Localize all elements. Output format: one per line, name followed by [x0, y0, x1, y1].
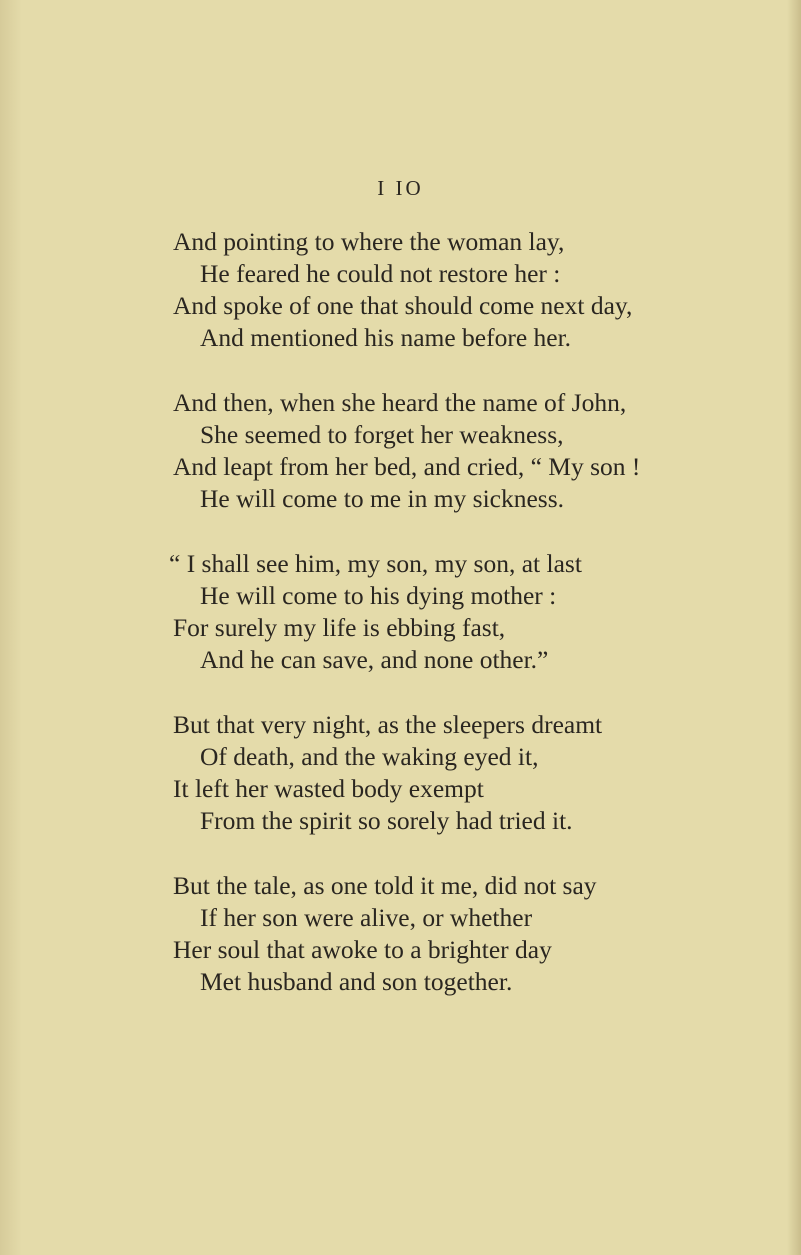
poem-line: And spoke of one that should come next day, [173, 291, 633, 320]
poem-line: And then, when she heard the name of John, [173, 388, 627, 417]
poem-line: He will come to me in my sickness. [200, 484, 565, 513]
stanza-2 [173, 387, 773, 515]
poem-line: And he can save, and none other.” [200, 645, 549, 674]
poem-line: It left her wasted body exempt [173, 774, 484, 803]
poem-line: And mentioned his name before her. [200, 323, 572, 352]
poem-line: But the tale, as one told it me, did not say [173, 871, 597, 900]
poem-line: If her son were alive, or whether [200, 903, 533, 932]
poem-line: And pointing to where the woman lay, [173, 227, 565, 256]
poem-line: But that very night, as the sleepers dreamt [173, 710, 603, 739]
poem-line: For surely my life is ebbing fast, [173, 613, 506, 642]
stanza-4 [173, 709, 773, 837]
poem-line: Her soul that awoke to a brighter day [173, 935, 552, 964]
poem-line: From the spirit so sorely had tried it. [200, 806, 573, 835]
poem-line: And leapt from her bed, and cried, “ My son ! [173, 452, 641, 481]
poem-line: He will come to his dying mother : [200, 581, 557, 610]
poem-line: Of death, and the waking eyed it, [200, 742, 539, 771]
page-number: I IO [377, 176, 424, 200]
poem [169, 226, 773, 1031]
stanza-5 [173, 870, 773, 998]
poem-line: He feared he could not restore her : [200, 259, 561, 288]
poem-line: She seemed to forget her weakness, [200, 420, 564, 449]
poem-line: “ I shall see him, my son, my son, at last [169, 549, 582, 578]
stanza-1 [173, 226, 773, 354]
poem-line: Met husband and son together. [200, 967, 513, 996]
stanza-3 [169, 548, 773, 676]
